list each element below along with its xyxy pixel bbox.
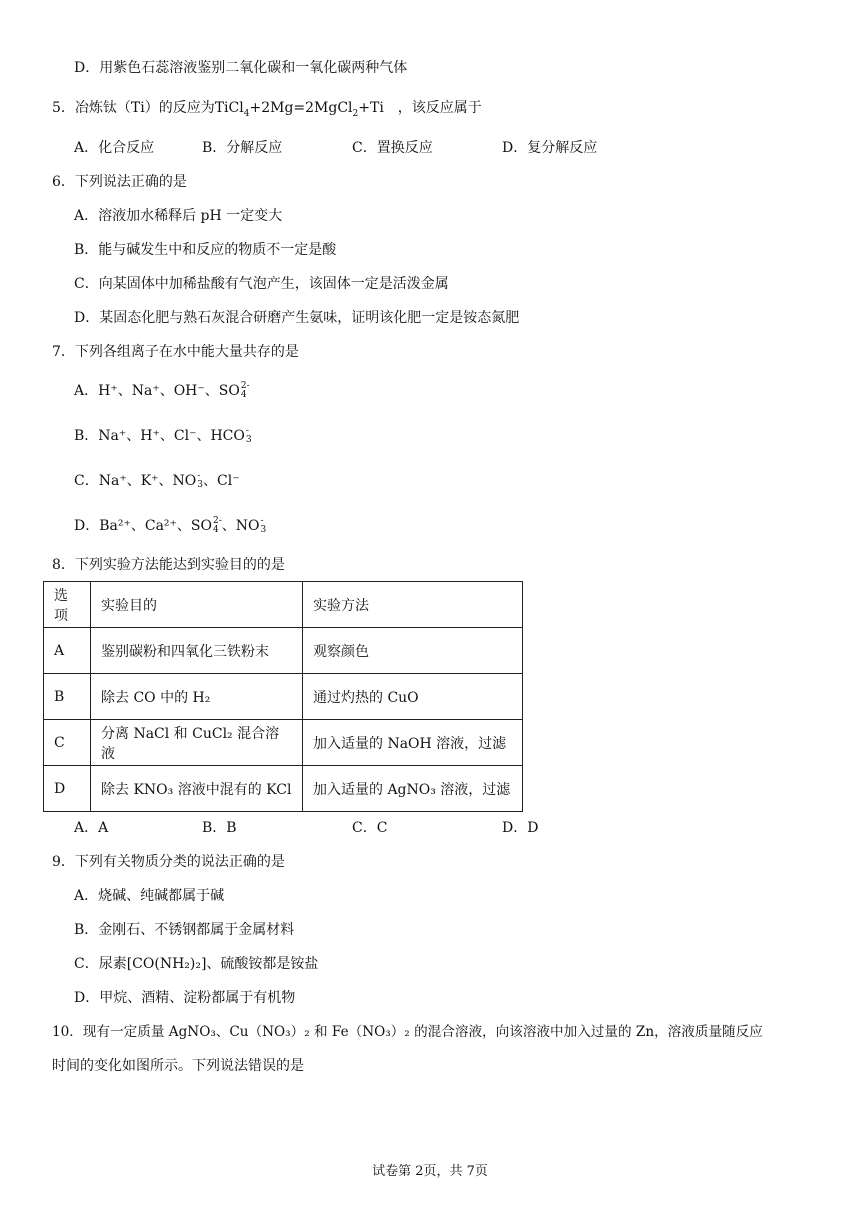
q7-a-ion-scripts: [241, 382, 250, 400]
q7-b-sup: -: [245, 426, 249, 436]
q5-stem-prefix: 5．冶炼钛（Ti）的反应为TiCl: [52, 100, 244, 116]
q5-stem-suffix: +Ti ，该反应属于: [358, 100, 482, 116]
q9-option-a: A．烧碱、纯碱都属于碱: [74, 888, 225, 904]
header-purpose: 实验目的: [91, 582, 303, 628]
q7-b-text: Na⁺、H⁺、Cl⁻、HCO: [98, 428, 245, 444]
q7-d-text1: Ba²⁺、Ca²⁺、SO: [99, 518, 212, 534]
cell-option: D: [44, 766, 91, 812]
q5-sub2: 2: [352, 108, 359, 119]
q7-c-text2: 、Cl⁻: [203, 473, 240, 489]
table-row: [44, 720, 523, 766]
q7-a-text: H⁺、Na⁺、OH⁻、SO: [98, 383, 240, 399]
q7-d-mid: 、NO: [221, 518, 260, 534]
q6-option-c: C．向某固体中加稀盐酸有气泡产生，该固体一定是活泼金属: [74, 276, 449, 292]
cell-purpose: 分离 NaCl 和 CuCl₂ 混合溶液: [91, 720, 303, 766]
q8-option-d: D．D: [502, 820, 539, 836]
q8-option-b: B．B: [202, 820, 237, 836]
cell-option: B: [44, 674, 91, 720]
q6-stem: 6．下列说法正确的是: [52, 174, 187, 190]
q7-c-sub: 3: [197, 480, 204, 490]
q7-option-c: [74, 471, 240, 491]
q7-option-a: [74, 381, 250, 401]
cell-method: 通过灼热的 CuO: [303, 674, 523, 720]
cell-purpose: 除去 KNO₃ 溶液中混有的 KCl: [91, 766, 303, 812]
q7-a-sup: 2-: [240, 381, 250, 391]
q9-option-c: C．尿素[CO(NH₂)₂]、硫酸铵都是铵盐: [74, 956, 319, 972]
q7-d-ion2-scripts: [261, 517, 267, 535]
q6-option-b: B．能与碱发生中和反应的物质不一定是酸: [74, 242, 337, 258]
q6-option-a: A．溶液加水稀释后 pH 一定变大: [74, 208, 283, 224]
q7-stem: 7．下列各组离子在水中能大量共存的是: [52, 344, 299, 360]
cell-purpose: 鉴别碳粉和四氧化三铁粉末: [91, 628, 303, 674]
page-footer: 试卷第 2页，共 7页: [372, 1164, 488, 1179]
q9-option-b: B．金刚石、不锈钢都属于金属材料: [74, 922, 295, 938]
q7-a-label: A．: [74, 383, 99, 399]
cell-method: 加入适量的 NaOH 溶液，过滤: [303, 720, 523, 766]
q8-option-c: C．C: [352, 820, 388, 836]
table-row: [44, 674, 523, 720]
q7-a-sub: 4: [240, 390, 247, 400]
q7-option-b: [74, 426, 252, 446]
q5-stem: [52, 98, 482, 118]
q7-c-label: C．: [74, 473, 99, 489]
q7-b-ion-scripts: [246, 427, 252, 445]
table-header-row: [44, 582, 523, 628]
cell-method: 观察颜色: [303, 628, 523, 674]
q7-d-ion1-scripts: [213, 517, 222, 535]
q8-stem: 8．下列实验方法能达到实验目的的是: [52, 557, 285, 573]
cell-option: A: [44, 628, 91, 674]
q7-d-sup2: -: [260, 516, 264, 526]
q8-option-a: A．A: [74, 820, 109, 836]
q4-option-d: D．用紫色石蕊溶液鉴别二氧化碳和一氧化碳两种气体: [74, 60, 408, 76]
q5-sub4: 4: [243, 108, 250, 119]
q6-option-d: D．某固态化肥与熟石灰混合研磨产生氨味，证明该化肥一定是铵态氮肥: [74, 310, 520, 326]
q10-stem-line1: 10．现有一定质量 AgNO₃、Cu（NO₃）₂ 和 Fe（NO₃）₂ 的混合溶液，向该溶液中加入过量的 Zn，溶液质量随反应: [52, 1024, 763, 1040]
q7-c-sup: -: [197, 471, 201, 481]
q7-b-sub: 3: [245, 435, 252, 445]
cell-purpose: 除去 CO 中的 H₂: [91, 674, 303, 720]
cell-method: 加入适量的 AgNO₃ 溶液，过滤: [303, 766, 523, 812]
q7-d-label: D．: [74, 518, 100, 534]
q9-stem: 9．下列有关物质分类的说法正确的是: [52, 854, 285, 870]
table-row: [44, 628, 523, 674]
q7-d-sup1: 2-: [213, 516, 222, 526]
q5-stem-mid: +2Mg=2MgCl: [249, 100, 353, 116]
table-row: [44, 766, 523, 812]
q9-option-d: D．甲烷、酒精、淀粉都属于有机物: [74, 990, 296, 1006]
q7-b-label: B．: [74, 428, 99, 444]
q5-option-a: A．化合反应: [74, 140, 155, 156]
header-method: 实验方法: [303, 582, 523, 628]
q7-d-sub2: 3: [260, 525, 267, 535]
q5-option-b: B．分解反应: [202, 140, 283, 156]
q8-table: [43, 581, 523, 812]
q7-d-sub1: 4: [213, 525, 219, 535]
q7-c-text1: Na⁺、K⁺、NO: [98, 473, 197, 489]
cell-option: C: [44, 720, 91, 766]
q5-option-c: C．置换反应: [352, 140, 433, 156]
q7-option-d: [74, 516, 266, 536]
q5-option-d: D．复分解反应: [502, 140, 598, 156]
header-option: 选项: [44, 582, 91, 628]
q10-stem-line2: 时间的变化如图所示。下列说法错误的是: [52, 1058, 304, 1074]
